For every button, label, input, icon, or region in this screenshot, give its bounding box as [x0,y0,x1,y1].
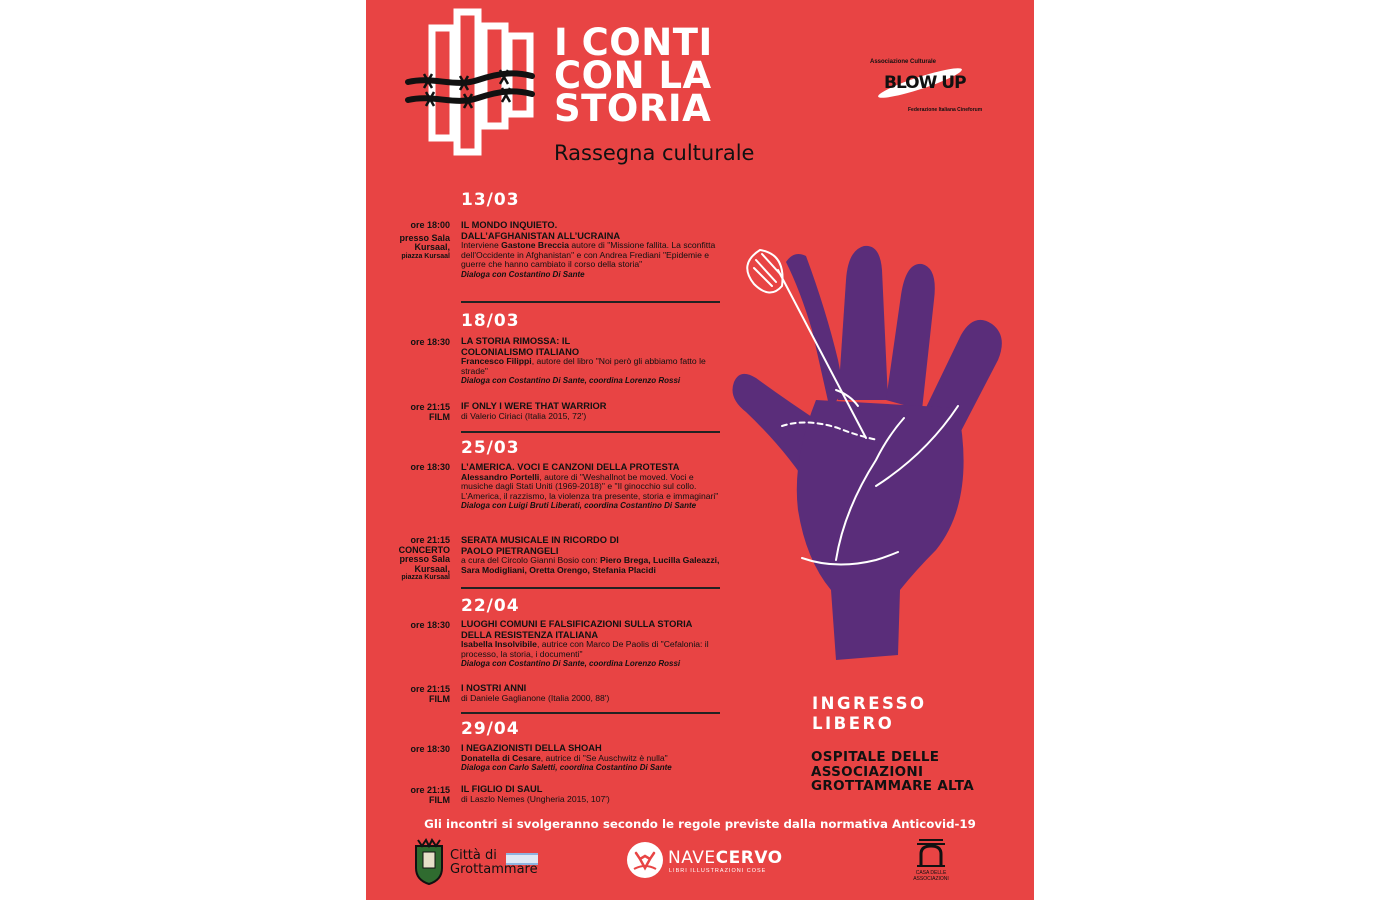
title-line: CON LA [554,54,712,97]
casa-associazioni-logo [906,838,956,886]
event-venue: Kursaal, [414,242,450,252]
event-label [410,745,450,755]
event-type: FILM [429,693,450,704]
section-divider [461,712,720,714]
deer-badge-icon [626,841,664,879]
event-label [410,685,450,704]
event-credits: Dialoga con Costantino Di Sante, coordina Lorenzo Rossi [461,376,681,386]
event-time: ore 18:30 [410,620,450,630]
section-date: 13/03 [461,190,520,210]
event-title: I NOSTRI ANNI [461,683,527,693]
event-label [410,463,450,473]
event-title: IL FIGLIO DI SAUL [461,784,543,794]
event-details [461,619,726,669]
event-label [399,221,450,261]
event-title: LA STORIA RIMOSSA: IL COLONIALISMO ITALIANO [461,336,580,357]
event-title: IL MONDO INQUIETO. DALL’AFGHANISTAN ALL’UCRAINA [461,220,621,241]
blow-up-logo [870,59,983,115]
title-line: I CONTI [554,21,713,64]
free-entry-notice [812,694,927,734]
event-speaker: Francesco Filippi [461,356,532,366]
city-name-line2: Grottammare [450,862,538,877]
section-date: 29/04 [461,719,520,739]
event-venue: piazza Kursaal [401,252,450,260]
casa-line2: ASSOCIAZIONI [913,876,949,882]
event-text: , autore del libro "Noi però gli abbiamo fatto le strade" [461,356,706,376]
event-type: FILM [429,794,450,805]
event-description [461,640,726,659]
event-details [461,683,736,703]
section-date: 22/04 [461,596,520,616]
event-description [461,241,721,270]
event-time: ore 21:15 [410,535,450,545]
event-time: ore 21:15 [410,684,450,694]
free-entry-line: INGRESSO [812,694,927,713]
city-logo [412,838,552,888]
event-venue: piazza Kursaal [401,574,450,581]
event-title: IF ONLY I WERE THAT WARRIOR [461,401,607,411]
event-venue: presso Sala [399,554,450,564]
event-title: I NEGAZIONISTI DELLA SHOAH [461,743,602,753]
event-details [461,462,726,511]
event-label [399,536,450,582]
event-speaker: Piero Brega, Lucilla Galeazzi, Sara Modigliani, Oretta Orengo, Stefania Placidi [461,555,720,575]
event-details [461,220,721,279]
festival-subtitle: Rassegna culturale [554,141,755,165]
event-text: autore di "Missione fallita. La sconfitta dell'Occidente in Afghanistan" e con Andrea Frediani "Epidemie e guerre che hanno cambiato il corso della storia" [461,240,716,270]
event-credits: Dialoga con Costantino Di Sante [461,269,585,279]
section-date: 25/03 [461,438,520,458]
section-divider [461,431,720,433]
event-description [461,556,736,575]
event-time: ore 21:15 [410,402,450,412]
title-line: STORIA [554,87,712,130]
navecervo-name-a: NAVE [668,848,716,868]
event-intro: a cura del Circolo Gianni Bosio con: [461,555,598,565]
event-time: ore 18:30 [410,337,450,347]
navecervo-tagline: LIBRI ILLUSTRAZIONI COSE [669,868,767,874]
poster [366,0,1034,900]
event-speaker: Donatella di Cesare [461,752,541,763]
festival-logo-mark [404,6,539,158]
covid-notice: Gli incontri si svolgeranno secondo le regole previste dalla normativa Anticovid-19 [424,817,976,831]
city-crest-icon [412,838,446,886]
section-divider [461,587,720,589]
event-text: di Valerio Ciriaci (Italia 2015, 72') [461,410,587,421]
festival-title [554,21,713,130]
event-details [461,401,736,421]
event-label [410,338,450,348]
event-details [461,743,736,773]
event-details [461,535,736,575]
event-type: FILM [429,411,450,422]
event-description [461,754,736,764]
event-speaker: Gastone Breccia [501,240,569,250]
event-venue: presso Sala [399,232,450,243]
event-label [410,403,450,422]
blow-up-top-text: Associazione Culturale [870,59,937,65]
event-credits: Dialoga con Carlo Saletti, coordina Costantino Di Sante [461,763,672,773]
event-title: LUOGHI COMUNI E FALSIFICAZIONI SULLA STORIA DELLA RESISTENZA ITALIANA [461,619,693,640]
arch-icon [915,838,947,868]
blow-up-bottom-text: Federazione Italiana Cineforum [908,107,983,113]
event-title: L’AMERICA. VOCI E CANZONI DELLA PROTESTA [461,462,680,472]
event-venue: Kursaal, [414,563,450,574]
event-description [461,473,726,502]
event-details [461,784,736,804]
event-time: ore 18:30 [410,462,450,472]
event-credits: Dialoga con Luigi Bruti Liberati, coordina Costantino Di Sante [461,501,697,511]
navecervo-logo [626,841,786,885]
host-line: ASSOCIAZIONI [811,763,924,780]
event-description [461,357,721,376]
navecervo-name-b: CERVO [715,848,783,868]
event-text: di Daniele Gaglianone (Italia 2000, 88') [461,692,610,703]
city-name-line1: Città di [450,848,497,863]
section-date: 18/03 [461,311,520,331]
event-details [461,336,721,386]
blow-up-mark: BLOW UP [884,73,966,93]
free-entry-line: LIBERO [812,714,895,733]
event-text: di Laszlo Nemes (Ungheria 2015, 107') [461,793,610,804]
event-text: , autrice con Marco De Paolis di "Cefalonia: il processo, la storia, i documenti" [461,639,709,659]
hand-illustration [726,240,1026,670]
event-time: ore 18:00 [410,220,450,230]
event-speaker: Isabella Insolvibile [461,639,537,649]
event-intro: Interviene [461,240,499,250]
event-label [410,621,450,631]
event-text: , autrice di "Se Auschwitz è nulla" [540,752,668,763]
section-divider [461,301,720,303]
navecervo-name [668,848,783,868]
event-time: ore 21:15 [410,785,450,795]
event-speaker: Alessandro Portelli [461,471,540,482]
casa-line1: CASA DELLE [915,870,947,876]
host-notice [811,750,974,794]
host-line: OSPITALE DELLE [811,749,940,765]
event-title: SERATA MUSICALE IN RICORDO DI PAOLO PIETRANGELI [461,535,619,556]
event-type: CONCERTO [398,544,450,555]
event-credits: Dialoga con Costantino Di Sante, coordina Lorenzo Rossi [461,659,681,669]
event-label [410,786,450,805]
host-line: GROTTAMMARE ALTA [811,778,974,794]
event-text: , autore di "Weshallnot be moved. Voci e musiche dagli Stati Uniti (1969-2018)" e "Il ginocchio sul collo. L'America, il razzismo, la violenza tra presente, storia e immaginari" [461,471,719,501]
event-time: ore 18:30 [410,744,450,754]
